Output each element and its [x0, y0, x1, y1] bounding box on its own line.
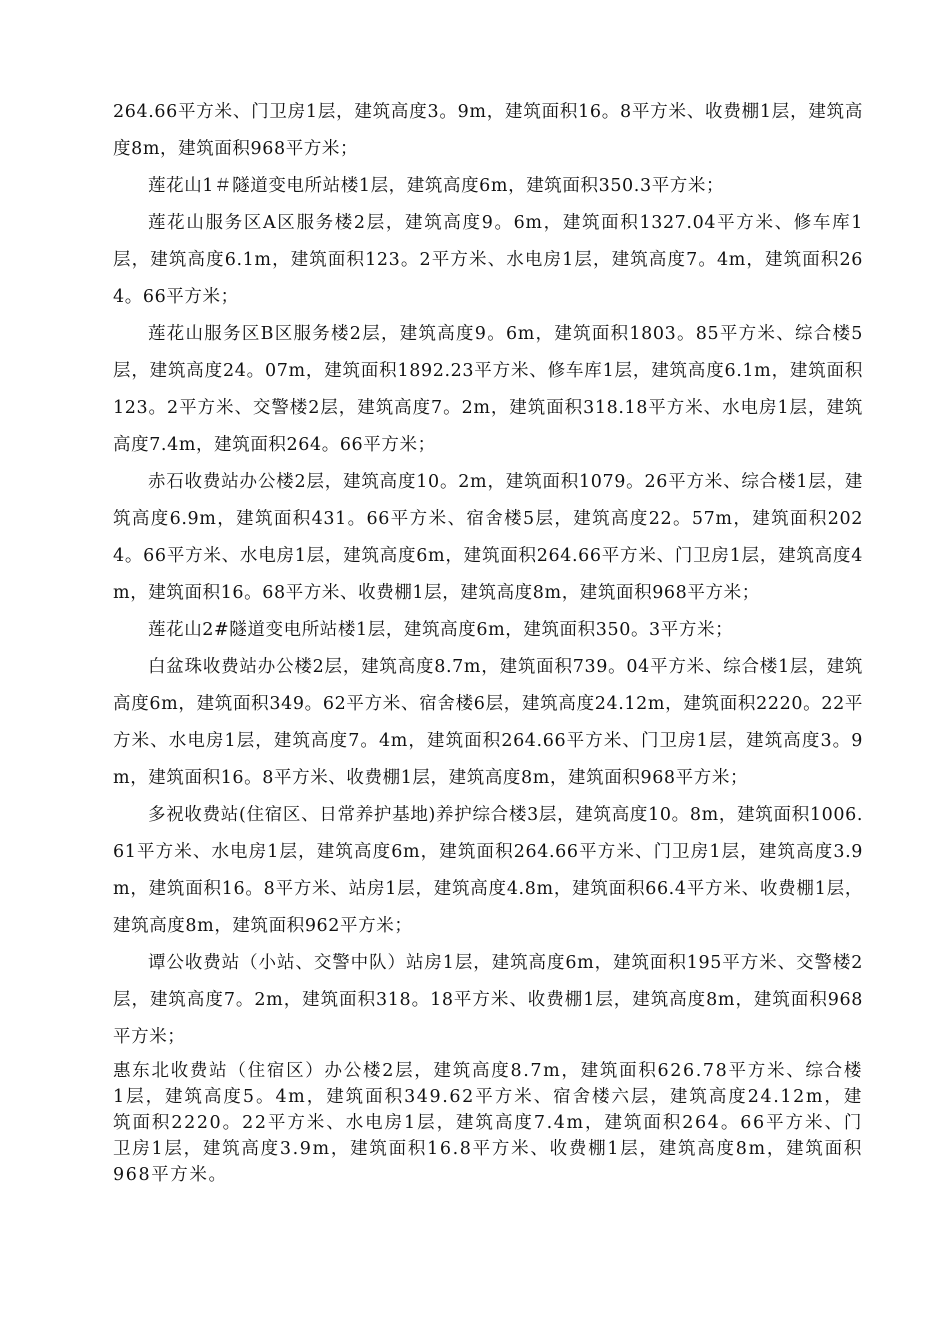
paragraph-8: 多祝收费站(住宿区、日常养护基地)养护综合楼3层，建筑高度10。8m，建筑面积1006.61平方米、水电房1层，建筑高度6m，建筑面积264.66平方米、门卫房1层，建筑高度3.9m，建筑面积16。8平方米、站房1层，建筑高度4.8m，建筑面积66.4平方米、收费棚1层，建筑高度8m，建筑面积962平方米；	[113, 805, 863, 936]
paragraph-6: 莲花山2#隧道变电所站楼1层，建筑高度6m，建筑面积350。3平方米；	[148, 620, 734, 640]
paragraph-10: 惠东北收费站（住宿区）办公楼2层，建筑高度8.7m，建筑面积626.78平方米、综合楼1层，建筑高度5。4m，建筑面积349.62平方米、宿舍楼六层，建筑高度24.12m，建筑面积2220。22平方米、水电房1层，建筑高度7.4m，建筑面积264。66平方米、门卫房1层，建筑高度3.9m，建筑面积16.8平方米、收费棚1层，建筑高度8m，建筑面积968平方米。	[113, 1061, 863, 1185]
document-body	[113, 94, 863, 1188]
paragraph-4: 莲花山服务区B区服务楼2层，建筑高度9。6m，建筑面积1803。85平方米、综合楼5层，建筑高度24。07m，建筑面积1892.23平方米、修车库1层，建筑高度6.1m，建筑面积123。2平方米、交警楼2层，建筑高度7。2m，建筑面积318.18平方米、水电房1层，建筑高度7.4m，建筑面积264。66平方米；	[113, 324, 863, 455]
paragraph-3: 莲花山服务区A区服务楼2层，建筑高度9。6m，建筑面积1327.04平方米、修车库1层，建筑高度6.1m，建筑面积123。2平方米、水电房1层，建筑高度7。4m，建筑面积264。66平方米；	[113, 213, 863, 307]
paragraph-7: 白盆珠收费站办公楼2层，建筑高度8.7m，建筑面积739。04平方米、综合楼1层，建筑高度6m，建筑面积349。62平方米、宿舍楼6层，建筑高度24.12m，建筑面积2220。22平方米、水电房1层，建筑高度7。4m，建筑面积264.66平方米、门卫房1层，建筑高度3。9m，建筑面积16。8平方米、收费棚1层，建筑高度8m，建筑面积968平方米；	[113, 657, 863, 788]
paragraph-1: 264.66平方米、门卫房1层，建筑高度3。9m，建筑面积16。8平方米、收费棚1层，建筑高度8m，建筑面积968平方米；	[113, 102, 863, 159]
paragraph-5: 赤石收费站办公楼2层，建筑高度10。2m，建筑面积1079。26平方米、综合楼1层，建筑高度6.9m，建筑面积431。66平方米、宿舍楼5层，建筑高度22。57m，建筑面积2024。66平方米、水电房1层，建筑高度6m，建筑面积264.66平方米、门卫房1层，建筑高度4m，建筑面积16。68平方米、收费棚1层，建筑高度8m，建筑面积968平方米；	[113, 472, 863, 603]
paragraph-9: 谭公收费站（小站、交警中队）站房1层，建筑高度6m，建筑面积195平方米、交警楼2层，建筑高度7。2m，建筑面积318。18平方米、收费棚1层，建筑高度8m，建筑面积968平方米；	[113, 953, 863, 1047]
paragraph-2: 莲花山1＃隧道变电所站楼1层，建筑高度6m，建筑面积350.3平方米；	[148, 176, 725, 196]
